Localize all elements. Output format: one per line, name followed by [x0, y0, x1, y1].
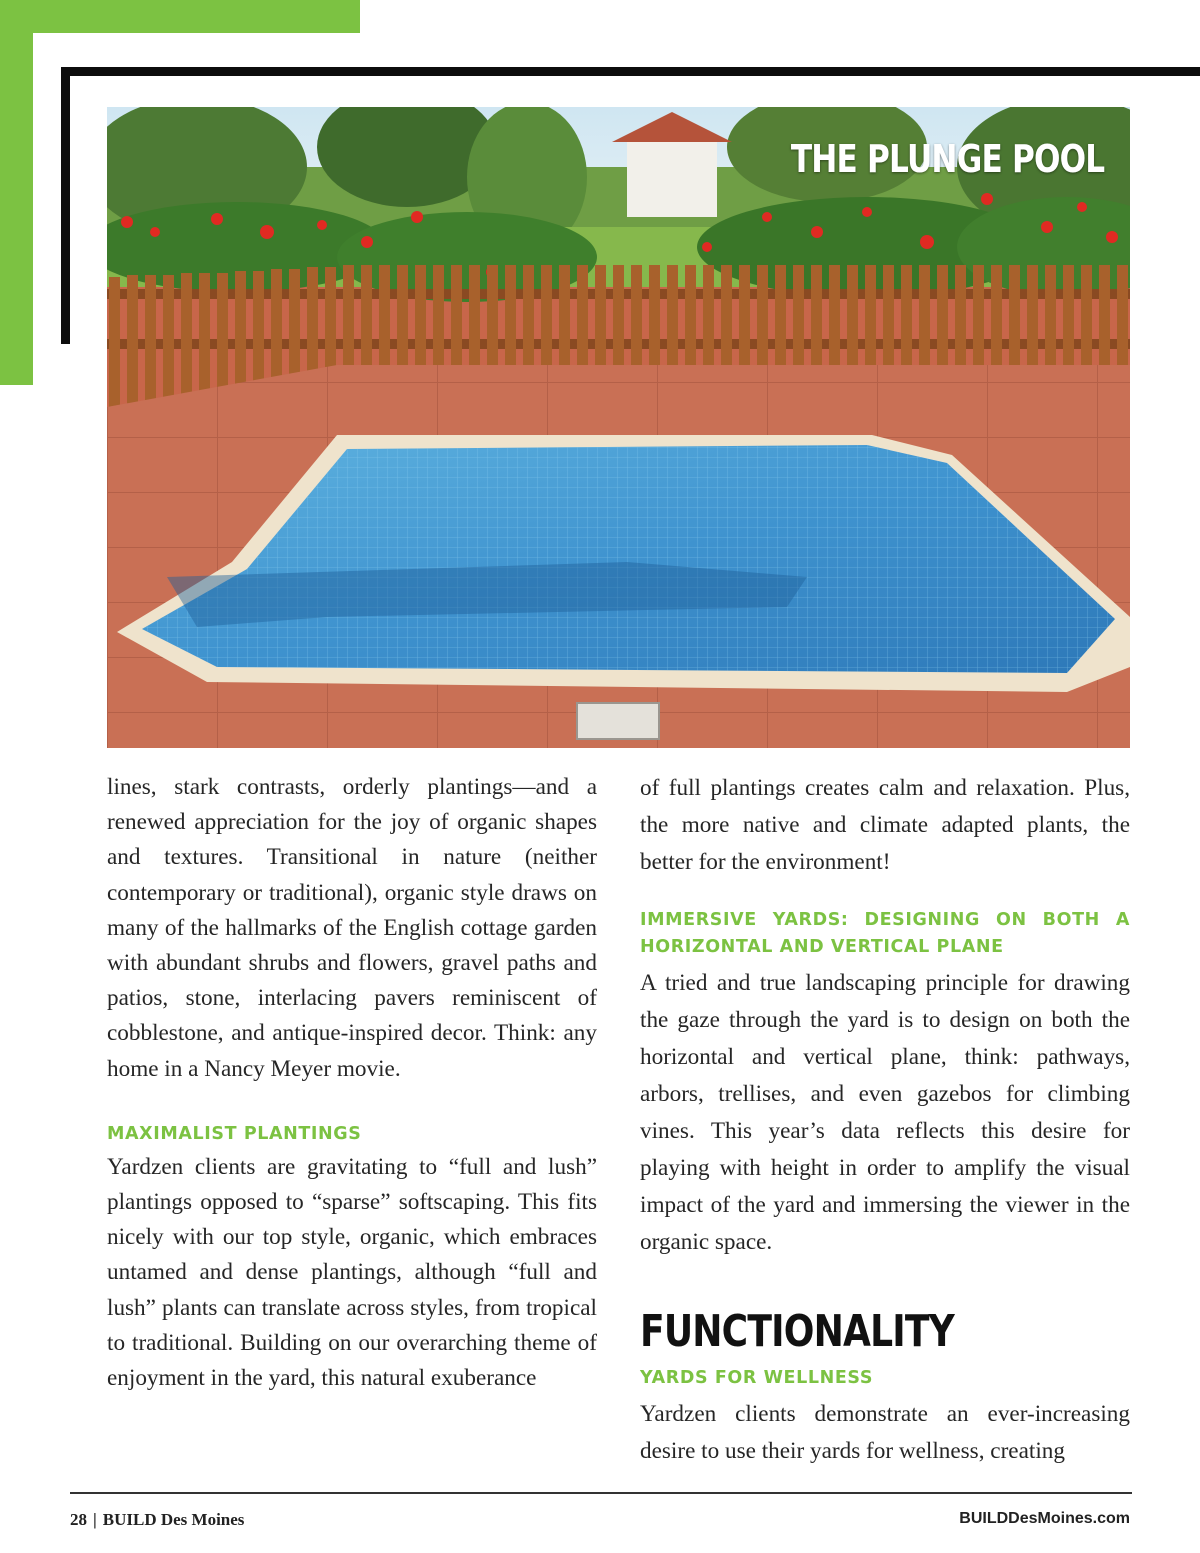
publication-name: BUILD Des Moines — [102, 1510, 245, 1529]
subhead-yards-for-wellness: YARDS FOR WELLNESS — [640, 1368, 874, 1388]
page-number: 28 — [70, 1510, 87, 1529]
right-column — [640, 770, 1130, 1470]
photo-caption: THE PLUNGE POOL — [790, 137, 1104, 181]
left-paragraph-2: Yardzen clients are gravitating to “full and lush” plantings opposed to “sparse” softscaping. This fits nicely with our top style, organic, which embraces untamed and dense plantings, although “full and lush” plants can translate across styles, from tropical to traditional. Building on our overarching theme of enjoyment in the yard, this natural exuberance — [107, 1153, 597, 1392]
green-accent-bar-top — [0, 0, 360, 33]
right-paragraph-1: of full plantings creates calm and relaxation. Plus, the more native and climate adapted plants, the better for the environment! — [640, 775, 1130, 875]
black-frame-top — [61, 67, 1200, 76]
right-paragraph-2: A tried and true landscaping principle for drawing the gaze through the yard is to design on both the horizontal and vertical plane, think: pathways, arbors, trellises, and even gazebos for climbing vines. This year’s data reflects this desire for playing with height in order to amplify the visual impact of the yard and immersing the viewer in the organic space. — [640, 970, 1130, 1255]
black-frame-left — [61, 67, 70, 344]
plunge-pool-photo — [107, 107, 1130, 748]
right-paragraph-3: Yardzen clients demonstrate an ever-increasing desire to use their yards for wellness, creating — [640, 1401, 1130, 1464]
footer-page-info — [70, 1510, 244, 1530]
green-accent-bar-left — [0, 0, 33, 385]
subhead-immersive-yards: IMMERSIVE YARDS: DESIGNING ON BOTH A HORIZONTAL AND VERTICAL PLANE — [640, 910, 1130, 957]
footer-website[interactable]: BUILDDesMoines.com — [959, 1510, 1130, 1527]
left-paragraph-1: lines, stark contrasts, orderly plantings—and a renewed appreciation for the joy of organic shapes and textures. Transitional in nature (neither contemporary or traditional), organic style draws on many of the hallmarks of the English cottage garden with abundant shrubs and flowers, gravel paths and patios, stone, interlacing pavers reminiscent of cobblestone, and antique-inspired decor. Think: any home in a Nancy Meyer movie. — [107, 774, 597, 1082]
section-heading-functionality: FUNCTIONALITY — [640, 1306, 954, 1357]
left-column — [107, 770, 597, 1396]
footer-separator: | — [93, 1510, 97, 1529]
subhead-maximalist-plantings: MAXIMALIST PLANTINGS — [107, 1123, 362, 1144]
footer-rule — [70, 1492, 1132, 1494]
